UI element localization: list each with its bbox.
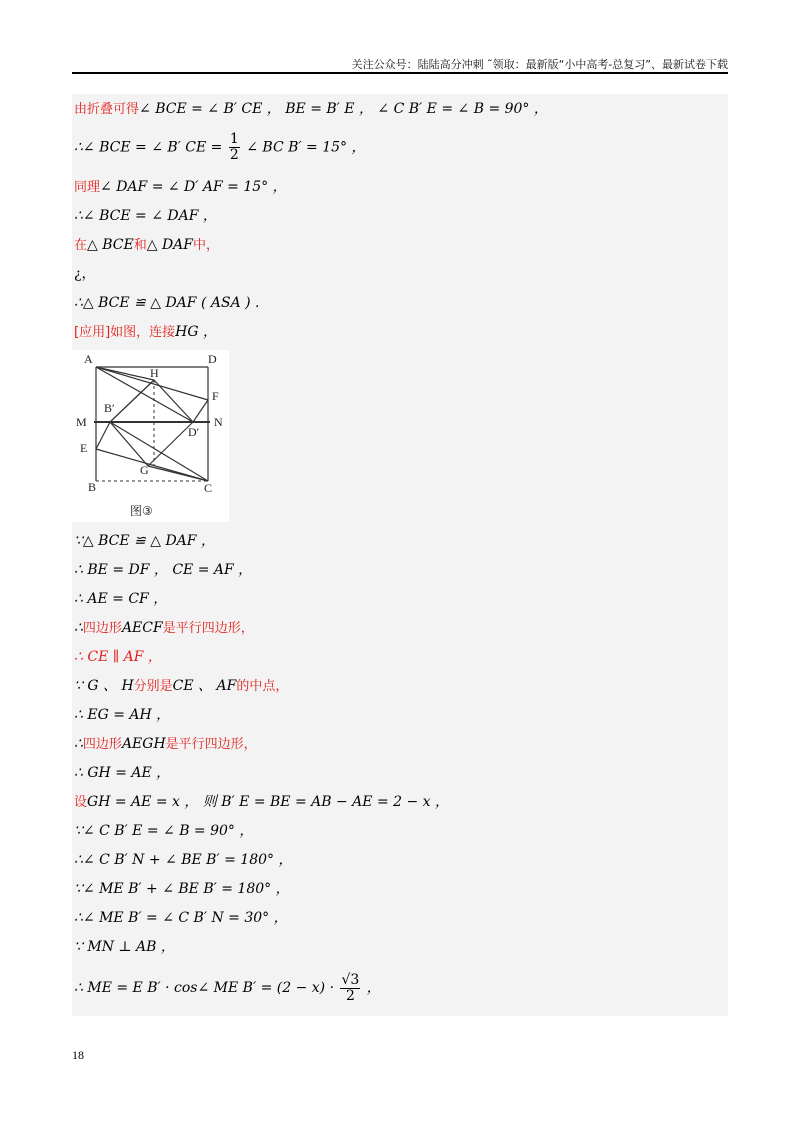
solution-line-23: ∵ MN ⊥ AB ， <box>74 939 175 955</box>
label-N: N <box>214 415 223 429</box>
label-A: A <box>84 352 93 366</box>
solution-line-3: 同理∠ DAF = ∠ D′ AF = 15° ， <box>74 179 287 195</box>
solution-line-22: ∴∠ ME B′ = ∠ C B′ N = 30° ， <box>74 910 288 926</box>
label-H: H <box>150 366 159 380</box>
solution-line-15: ∴ EG = AH ， <box>74 707 171 723</box>
solution-line-12: ∴四边形AECF是平行四边形， <box>74 620 254 636</box>
solution-line-2: ∴∠ BCE = ∠ B′ CE = $\frac{1}{2}$ ∠ BC B′ = 15° ， <box>74 131 366 163</box>
label-C: C <box>204 481 213 495</box>
fraction-root3-over-2: $\frac{√3}{2}$ <box>341 971 360 1004</box>
solution-line-4: ∴∠ BCE = ∠ DAF ， <box>74 208 217 224</box>
label-M: M <box>76 415 87 429</box>
page-header: 关注公众号：陆陆高分冲刺 ˜领取：最新版“小中高考-总复习”、最新试卷下载 <box>351 58 728 71</box>
solution-line-18: 设GH = AE = x ， 则 B′ E = BE = AB − AE = 2 − x ， <box>74 794 450 810</box>
header-divider <box>72 72 728 74</box>
solution-line-21: ∵∠ ME B′ + ∠ BE B′ = 180° ， <box>74 881 290 897</box>
figure-diagram <box>72 350 229 522</box>
label-B: B <box>88 480 97 494</box>
label-D-prime: D′ <box>188 425 200 439</box>
solution-line-17: ∴ GH = AE ， <box>74 765 171 781</box>
solution-line-13: ∴ CE ∥ AF ， <box>74 649 162 665</box>
solution-content <box>72 94 728 1016</box>
label-B-prime: B′ <box>104 401 115 415</box>
solution-line-8: [应用]如图，连接HG ， <box>74 324 217 340</box>
page-number: 18 <box>72 1048 84 1062</box>
solution-line-24: ∴ ME = E B′ · cos∠ ME B′ = (2 − x) · $\frac{√3}{2}$ ， <box>74 971 381 1004</box>
solution-line-9: ∵△ BCE ≌ △ DAF ， <box>74 533 215 549</box>
solution-line-6: ¿， <box>74 266 96 282</box>
solution-line-16: ∴四边形AEGH是平行四边形， <box>74 736 257 752</box>
geometry-figure <box>72 350 229 522</box>
solution-line-7: ∴△ BCE ≌ △ DAF ( ASA ) . <box>74 295 260 311</box>
solution-line-5: 在△ BCE和△ DAF中， <box>74 237 220 253</box>
label-E: E <box>80 441 88 455</box>
figure-caption: 图③ <box>130 504 153 518</box>
label-G: G <box>140 463 149 477</box>
solution-line-1: 由折叠可得∠ BCE = ∠ B′ CE ， BE = B′ E ， ∠ C B′ E = ∠ B = 90° ， <box>74 101 548 117</box>
label-F: F <box>212 389 219 403</box>
solution-line-20: ∴∠ C B′ N + ∠ BE B′ = 180° ， <box>74 852 293 868</box>
solution-line-11: ∴ AE = CF ， <box>74 591 168 607</box>
solution-line-14: ∵ G 、 H分别是CE 、 AF的中点， <box>74 678 289 694</box>
fraction-one-half: $\frac{1}{2}$ <box>229 131 239 163</box>
solution-line-19: ∵∠ C B′ E = ∠ B = 90° ， <box>74 823 254 839</box>
solution-line-10: ∴ BE = DF ， CE = AF ， <box>74 562 253 578</box>
label-D: D <box>208 352 217 366</box>
